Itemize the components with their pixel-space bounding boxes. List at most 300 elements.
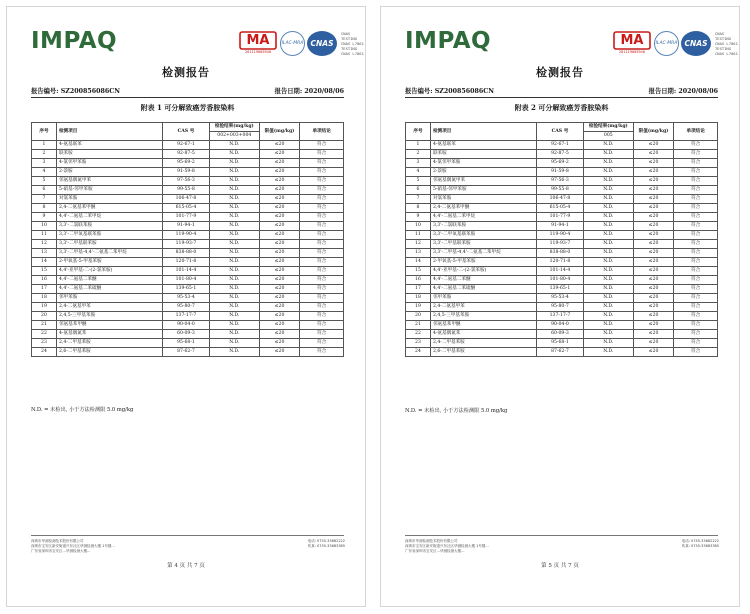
cas-number-cell: 92-67-1 [163,141,210,150]
header-conclusion: 单项结论 [674,123,718,141]
row-number-cell: 5 [406,177,431,186]
conclusion-cell: 符合 [300,231,344,240]
test-item-cell: 联苯胺 [56,150,162,159]
limit-value-cell: ≤20 [259,204,300,213]
row-number-cell: 13 [32,249,57,258]
limit-value-cell: ≤20 [633,195,674,204]
test-item-cell: 2,4-二氨基甲苯 [56,303,162,312]
test-result-cell: N.D. [209,276,259,285]
cas-number-cell: 60-09-3 [163,330,210,339]
conclusion-cell: 符合 [674,177,718,186]
limit-value-cell: ≤20 [633,240,674,249]
cas-number-cell: 139-65-1 [537,285,584,294]
row-number-cell: 17 [32,285,57,294]
test-result-cell: N.D. [583,276,633,285]
table-row [32,186,344,195]
test-item-cell: 2-萘胺 [56,168,162,177]
row-number-cell: 14 [32,258,57,267]
test-result-cell: N.D. [209,177,259,186]
header-no: 序号 [32,123,57,141]
test-result-cell: N.D. [583,339,633,348]
test-item-cell: 4-氯邻甲苯胺 [56,159,162,168]
conclusion-cell: 符合 [674,258,718,267]
limit-value-cell: ≤20 [259,276,300,285]
report-date: 报告日期: 2020/08/06 [648,88,718,95]
test-item-cell: 邻甲苯胺 [56,294,162,303]
report-date: 报告日期: 2020/08/06 [274,88,344,95]
test-item-cell: 4-氨基偶氮苯 [56,330,162,339]
test-item-cell: 邻甲苯胺 [430,294,536,303]
row-number-cell: 1 [406,141,431,150]
test-result-cell: N.D. [583,312,633,321]
test-result-cell: N.D. [209,294,259,303]
header-cas: CAS 号 [163,123,210,141]
test-result-cell: N.D. [209,267,259,276]
table-row [406,150,718,159]
limit-value-cell: ≤20 [259,285,300,294]
conclusion-cell: 符合 [300,168,344,177]
table-row [406,267,718,276]
cas-number-cell: 97-56-3 [537,177,584,186]
row-number-cell: 1 [32,141,57,150]
page-number: 第 4 页 共 7 页 [167,563,205,569]
footer-contact: 电话: 0755-33682222 传真: 0755-33683385 [681,539,719,549]
table-row [32,285,344,294]
row-number-cell: 4 [406,168,431,177]
table-row [32,330,344,339]
row-number-cell: 3 [32,159,57,168]
conclusion-cell: 符合 [300,348,344,357]
limit-value-cell: ≤20 [633,339,674,348]
table-row [32,222,344,231]
cnas-seal-icon: CNAS [681,31,711,56]
limit-value-cell: ≤20 [633,159,674,168]
table-row [406,276,718,285]
test-item-cell: 2-萘胺 [430,168,536,177]
cas-number-cell: 101-80-4 [537,276,584,285]
test-result-cell: N.D. [209,240,259,249]
row-number-cell: 3 [406,159,431,168]
table-caption: 附表 1 可分解致癌芳香胺染料 [140,103,235,112]
test-result-cell: N.D. [209,321,259,330]
row-number-cell: 10 [32,222,57,231]
row-number-cell: 19 [32,303,57,312]
footer-rule [405,535,718,536]
limit-value-cell: ≤20 [633,168,674,177]
limit-value-cell: ≤20 [259,348,300,357]
header-no: 序号 [406,123,431,141]
table-row [406,186,718,195]
table-row [32,348,344,357]
test-item-cell: 3,3'-二甲基-4,4'-二氨基二苯甲烷 [56,249,162,258]
conclusion-cell: 符合 [674,330,718,339]
cas-number-cell: 92-87-5 [537,150,584,159]
report-title: 检测报告 [162,66,210,79]
cas-number-cell: 101-14-4 [537,267,584,276]
cas-number-cell: 101-80-4 [163,276,210,285]
test-result-cell: N.D. [583,177,633,186]
test-item-cell: 4,4'-二氨基二苯醚 [56,276,162,285]
row-number-cell: 6 [406,186,431,195]
limit-value-cell: ≤20 [259,159,300,168]
cas-number-cell: 95-80-7 [163,303,210,312]
test-item-cell: 3,3'-二甲氧基联苯胺 [430,231,536,240]
test-result-cell: N.D. [209,141,259,150]
test-result-cell: N.D. [209,159,259,168]
nd-note: N.D. = 未检出, 小于方法检测限 5.0 mg/kg [405,408,508,414]
footer-rule [31,535,344,536]
limit-value-cell: ≤20 [259,186,300,195]
footer-address: 深圳市华测检测技术股份有限公司 深圳市宝安区新安街道兴东社区华测检测大楼 1号楼… 广东省深圳市宝安区…华测检测大楼… [405,539,489,554]
test-item-cell: 2,4-二氨基苯甲醚 [430,204,536,213]
table-row [32,150,344,159]
limit-value-cell: ≤20 [259,249,300,258]
conclusion-cell: 符合 [300,222,344,231]
cas-number-cell: 101-14-4 [163,267,210,276]
table-row [32,294,344,303]
cas-number-cell: 87-62-7 [163,348,210,357]
header-result: 检验结果(mg/kg) [583,123,633,132]
test-result-cell: N.D. [209,222,259,231]
conclusion-cell: 符合 [674,339,718,348]
row-number-cell: 21 [406,321,431,330]
results-table [31,122,344,357]
row-number-cell: 18 [406,294,431,303]
table-row [406,231,718,240]
cas-number-cell: 101-77-9 [537,213,584,222]
test-result-cell: N.D. [209,339,259,348]
conclusion-cell: 符合 [300,177,344,186]
test-result-cell: N.D. [583,240,633,249]
test-item-cell: 邻氨基苯甲醚 [56,321,162,330]
cas-number-cell: 91-94-1 [163,222,210,231]
test-result-cell: N.D. [583,321,633,330]
table-caption: 附表 2 可分解致癌芳香胺染料 [514,103,609,112]
table-row [406,321,718,330]
test-item-cell: 4,4'-亚甲基-二-(2-氯苯胺) [430,267,536,276]
header-conclusion: 单项结论 [300,123,344,141]
table-row [32,159,344,168]
test-item-cell: 对氯苯胺 [56,195,162,204]
cas-number-cell: 119-93-7 [163,240,210,249]
test-result-cell: N.D. [209,213,259,222]
row-number-cell: 13 [406,249,431,258]
table-row [406,294,718,303]
test-result-cell: N.D. [583,141,633,150]
header-limit: 限值(mg/kg) [633,123,674,141]
row-number-cell: 19 [406,303,431,312]
row-number-cell: 24 [32,348,57,357]
results-table [405,122,718,357]
conclusion-cell: 符合 [674,285,718,294]
limit-value-cell: ≤20 [633,294,674,303]
table-row [32,303,344,312]
limit-value-cell: ≤20 [259,222,300,231]
test-item-cell: 2,6-二甲基苯胺 [430,348,536,357]
cas-number-cell: 137-17-7 [537,312,584,321]
conclusion-cell: 符合 [674,204,718,213]
page-number: 第 5 页 共 7 页 [541,563,579,569]
table-row [32,312,344,321]
header-sample-id: 005 [583,132,633,141]
conclusion-cell: 符合 [300,204,344,213]
test-result-cell: N.D. [209,303,259,312]
table-row [406,339,718,348]
cas-number-cell: 91-59-8 [163,168,210,177]
conclusion-cell: 符合 [674,141,718,150]
conclusion-cell: 符合 [674,312,718,321]
limit-value-cell: ≤20 [633,204,674,213]
cas-number-cell: 95-69-2 [163,159,210,168]
limit-value-cell: ≤20 [259,339,300,348]
limit-value-cell: ≤20 [633,186,674,195]
report-meta [405,86,718,96]
limit-value-cell: ≤20 [633,222,674,231]
row-number-cell: 15 [406,267,431,276]
cas-number-cell: 137-17-7 [163,312,210,321]
test-result-cell: N.D. [583,159,633,168]
report-meta [31,86,344,96]
limit-value-cell: ≤20 [633,312,674,321]
cas-number-cell: 615-05-4 [537,204,584,213]
conclusion-cell: 符合 [674,249,718,258]
table-row [406,222,718,231]
limit-value-cell: ≤20 [259,195,300,204]
cas-number-cell: 615-05-4 [163,204,210,213]
cas-number-cell: 106-47-8 [537,195,584,204]
test-item-cell: 2,4,5-三甲基苯胺 [56,312,162,321]
limit-value-cell: ≤20 [633,330,674,339]
test-item-cell: 4,4'-二氨基二苯硫醚 [430,285,536,294]
row-number-cell: 20 [32,312,57,321]
table-row [406,240,718,249]
table-row [32,267,344,276]
limit-value-cell: ≤20 [633,231,674,240]
conclusion-cell: 符合 [674,168,718,177]
test-result-cell: N.D. [209,204,259,213]
conclusion-cell: 符合 [300,294,344,303]
cas-number-cell: 97-56-3 [163,177,210,186]
cas-number-cell: 119-90-4 [537,231,584,240]
test-item-cell: 3,3'-二甲基联苯胺 [56,240,162,249]
row-number-cell: 4 [32,168,57,177]
limit-value-cell: ≤20 [259,168,300,177]
row-number-cell: 10 [406,222,431,231]
test-item-cell: 4-氯邻甲苯胺 [430,159,536,168]
row-number-cell: 9 [406,213,431,222]
table-row [406,348,718,357]
test-item-cell: 2,4-二氨基甲苯 [430,303,536,312]
row-number-cell: 14 [406,258,431,267]
test-result-cell: N.D. [209,168,259,177]
test-result-cell: N.D. [209,186,259,195]
row-number-cell: 7 [32,195,57,204]
test-result-cell: N.D. [583,258,633,267]
cas-number-cell: 120-71-8 [163,258,210,267]
impaq-logo: IMPAQ [405,28,492,54]
test-item-cell: 3,3'-二甲基-4,4'-二氨基二苯甲烷 [430,249,536,258]
header-limit: 限值(mg/kg) [259,123,300,141]
limit-value-cell: ≤20 [633,303,674,312]
test-result-cell: N.D. [583,168,633,177]
conclusion-cell: 符合 [300,258,344,267]
table-row [32,213,344,222]
table-row [406,258,718,267]
test-result-cell: N.D. [209,231,259,240]
cas-number-cell: 95-53-4 [163,294,210,303]
header-rule [31,97,344,98]
row-number-cell: 18 [32,294,57,303]
limit-value-cell: ≤20 [633,285,674,294]
test-item-cell: 5-硝基-邻甲苯胺 [56,186,162,195]
table-row [32,240,344,249]
test-item-cell: 4,4'-二氨基二苯醚 [430,276,536,285]
test-item-cell: 4,4'-二氨基二苯甲烷 [430,213,536,222]
row-number-cell: 17 [406,285,431,294]
cas-number-cell: 139-65-1 [163,285,210,294]
test-result-cell: N.D. [209,348,259,357]
test-result-cell: N.D. [209,195,259,204]
conclusion-cell: 符合 [674,294,718,303]
row-number-cell: 24 [406,348,431,357]
nd-note: N.D. = 未检出, 小于方法检测限 5.0 mg/kg [31,407,134,413]
table-row [406,141,718,150]
accreditation-lines: CNAS TESTING CNAS L7061 TESTING CNAS L7061 [715,31,738,56]
conclusion-cell: 符合 [674,303,718,312]
limit-value-cell: ≤20 [633,177,674,186]
cas-number-cell: 106-47-8 [163,195,210,204]
test-item-cell: 3,3'-二氯联苯胺 [430,222,536,231]
table-row [32,276,344,285]
test-result-cell: N.D. [583,294,633,303]
test-result-cell: N.D. [583,348,633,357]
ilac-mra-seal-icon: ILAC-MRA [280,31,305,56]
cas-number-cell: 95-53-4 [537,294,584,303]
limit-value-cell: ≤20 [633,141,674,150]
conclusion-cell: 符合 [300,339,344,348]
conclusion-cell: 符合 [300,186,344,195]
test-result-cell: N.D. [583,213,633,222]
row-number-cell: 20 [406,312,431,321]
conclusion-cell: 符合 [300,321,344,330]
results-body [406,141,718,357]
test-item-cell: 4-氨基联苯 [430,141,536,150]
conclusion-cell: 符合 [674,186,718,195]
test-item-cell: 2,4-二甲基苯胺 [430,339,536,348]
limit-value-cell: ≤20 [259,177,300,186]
test-item-cell: 邻氨基偶氮甲苯 [430,177,536,186]
test-result-cell: N.D. [583,186,633,195]
test-item-cell: 4,4'-二氨基二苯甲烷 [56,213,162,222]
report-number: 报告编号: SZ200856086CN [405,88,495,95]
limit-value-cell: ≤20 [259,231,300,240]
table-row [32,339,344,348]
conclusion-cell: 符合 [674,231,718,240]
test-item-cell: 2,4,5-三甲基苯胺 [430,312,536,321]
test-result-cell: N.D. [209,285,259,294]
row-number-cell: 9 [32,213,57,222]
report-title: 检测报告 [536,66,584,79]
test-item-cell: 2-甲氧基-5-甲基苯胺 [430,258,536,267]
table-row [406,303,718,312]
header-rule [405,97,718,98]
limit-value-cell: ≤20 [259,330,300,339]
cas-number-cell: 90-04-0 [537,321,584,330]
limit-value-cell: ≤20 [259,303,300,312]
test-item-cell: 4,4'-二氨基二苯硫醚 [56,285,162,294]
conclusion-cell: 符合 [674,348,718,357]
header-item: 检测项目 [56,123,162,141]
cas-number-cell: 95-69-2 [537,159,584,168]
conclusion-cell: 符合 [300,195,344,204]
impaq-logo: IMPAQ [31,28,118,54]
cas-number-cell: 838-88-0 [537,249,584,258]
conclusion-cell: 符合 [300,240,344,249]
cas-number-cell: 91-94-1 [537,222,584,231]
limit-value-cell: ≤20 [259,213,300,222]
table-row [32,177,344,186]
table-row [406,159,718,168]
conclusion-cell: 符合 [674,195,718,204]
table-row [406,177,718,186]
conclusion-cell: 符合 [300,330,344,339]
test-item-cell: 2,4-二甲基苯胺 [56,339,162,348]
row-number-cell: 23 [406,339,431,348]
table-row [32,321,344,330]
limit-value-cell: ≤20 [633,348,674,357]
row-number-cell: 11 [406,231,431,240]
cnas-seal-icon: CNAS [307,31,337,56]
cas-number-cell: 119-93-7 [537,240,584,249]
limit-value-cell: ≤20 [633,267,674,276]
table-row [406,330,718,339]
test-result-cell: N.D. [209,330,259,339]
limit-value-cell: ≤20 [633,258,674,267]
row-number-cell: 7 [406,195,431,204]
test-result-cell: N.D. [583,150,633,159]
limit-value-cell: ≤20 [259,141,300,150]
cas-number-cell: 87-62-7 [537,348,584,357]
limit-value-cell: ≤20 [259,150,300,159]
ma-seal-icon: MA 201119005940 [612,31,652,57]
limit-value-cell: ≤20 [259,240,300,249]
test-item-cell: 2,4-二氨基苯甲醚 [56,204,162,213]
row-number-cell: 22 [406,330,431,339]
test-item-cell: 3,3'-二甲基联苯胺 [430,240,536,249]
cas-number-cell: 838-88-0 [163,249,210,258]
test-item-cell: 4-氨基联苯 [56,141,162,150]
row-number-cell: 2 [32,150,57,159]
conclusion-cell: 符合 [300,285,344,294]
table-row [32,195,344,204]
test-item-cell: 2-甲氧基-5-甲基苯胺 [56,258,162,267]
cas-number-cell: 101-77-9 [163,213,210,222]
header-result: 检验结果(mg/kg) [209,123,259,132]
test-result-cell: N.D. [583,204,633,213]
table-row [406,168,718,177]
conclusion-cell: 符合 [674,276,718,285]
conclusion-cell: 符合 [674,159,718,168]
row-number-cell: 15 [32,267,57,276]
conclusion-cell: 符合 [674,213,718,222]
cas-number-cell: 60-09-3 [537,330,584,339]
cas-number-cell: 120-71-8 [537,258,584,267]
cas-number-cell: 92-87-5 [163,150,210,159]
row-number-cell: 23 [32,339,57,348]
row-number-cell: 21 [32,321,57,330]
conclusion-cell: 符合 [674,222,718,231]
report-number: 报告编号: SZ200856086CN [31,88,121,95]
